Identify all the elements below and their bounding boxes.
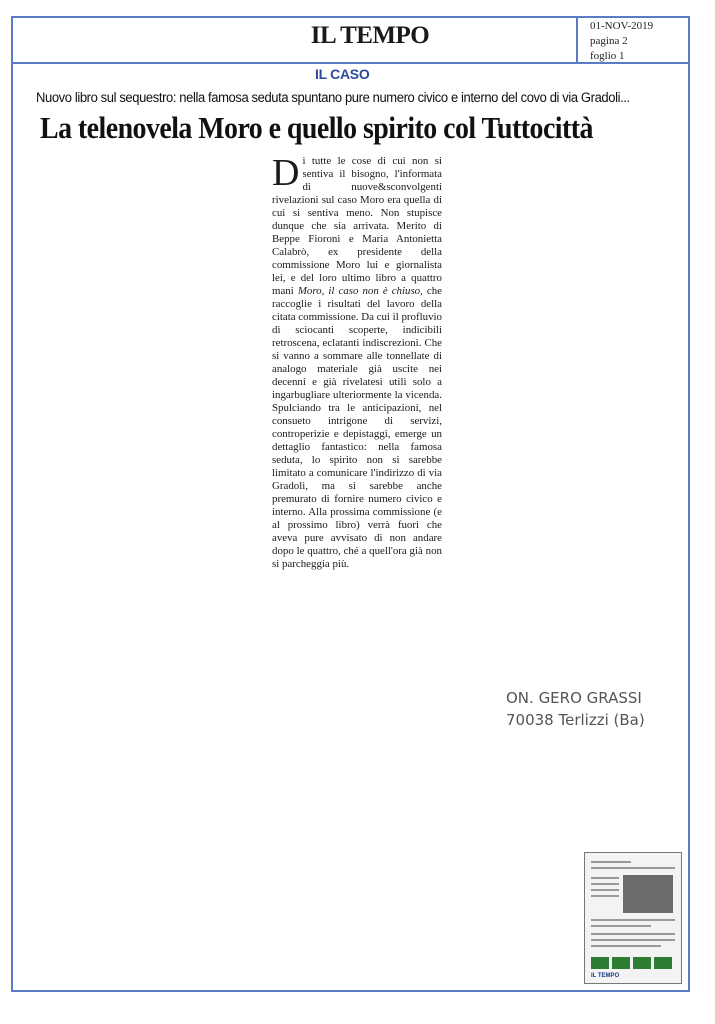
article-text-part-1: i tutte le cose di cui non si sentiva il bisogno, l'informata di nuove&sconvolgenti rivelazioni sul caso Moro era quella di cui si sentiva meno. Non stupisce dunque che sia arrivata. Merito di Beppe Fioroni e Maria Antonietta Calabrò, ex presidente della commissione Moro lui e giornalista lei, e del loro ultimo libro a quattro mani <box>272 155 442 297</box>
thumb-line <box>591 883 619 885</box>
clipping-date: 01-NOV-2019 <box>590 20 654 32</box>
thumb-banner <box>612 957 630 969</box>
thumb-line <box>591 861 631 863</box>
thumb-banner <box>591 957 609 969</box>
thumb-line <box>591 945 661 947</box>
stamp-address: 70038 Terlizzi (Ba) <box>506 711 645 729</box>
clipping-page: pagina 2 <box>590 35 628 47</box>
thumb-logo: IL TEMPO <box>591 973 620 979</box>
thumb-banner <box>633 957 651 969</box>
thumb-photo <box>623 875 673 913</box>
article-text-part-2: , che raccoglie i risultati del lavoro della citata commissione. Da cui il profluvio di sciocanti scoperte, indicibili retroscena, eclatanti indiscrezioni. Che si vanno a sommare alle tonnellate di analogo materiale già uscite nei decenni e già rivelatesi utili solo a ingarbugliare ulteriormente la vicenda. Spulciando tra le anticipazioni, nel consueto intrigone di servizi, controperizie e depistaggi, emerge un dettaglio fantastico: nella famosa seduta, lo spirito non si sarebbe limitato a comunicare l'indirizzo di via Gradoli, ma si sarebbe anche premurato di fornire numero civico e interno. Alla prossima commissione (e al prossimo libro) verrà fuori che aveva pure avvisato di non andare dopo le quattro, ché a quell'ora già non si parcheggia più. <box>272 285 442 570</box>
thumb-line <box>591 939 675 941</box>
header-divider <box>576 16 578 64</box>
thumb-line <box>591 933 675 935</box>
article-paragraph <box>272 152 442 571</box>
office-stamp <box>506 687 645 731</box>
drop-cap: D <box>272 152 300 194</box>
article-headline: La telenovela Moro e quello spirito col Tuttocittà <box>40 110 593 145</box>
thumb-line <box>591 925 651 927</box>
page-thumbnail <box>584 852 682 984</box>
article-kicker: Nuovo libro sul sequestro: nella famosa seduta spuntano pure numero civico e interno del covo di via Gradoli... <box>36 90 630 105</box>
thumb-line <box>591 889 619 891</box>
thumb-line <box>591 877 619 879</box>
section-label: IL CASO <box>315 66 370 82</box>
newspaper-masthead: IL TEMPO <box>310 22 430 49</box>
book-title: Moro, il caso non è chiuso <box>297 285 421 297</box>
article-body <box>272 152 442 571</box>
clipping-sheet: foglio 1 <box>590 50 625 62</box>
stamp-name: ON. GERO GRASSI <box>506 689 642 707</box>
thumb-line <box>591 867 675 869</box>
thumb-line <box>591 919 675 921</box>
thumb-line <box>591 895 619 897</box>
thumb-banner <box>654 957 672 969</box>
